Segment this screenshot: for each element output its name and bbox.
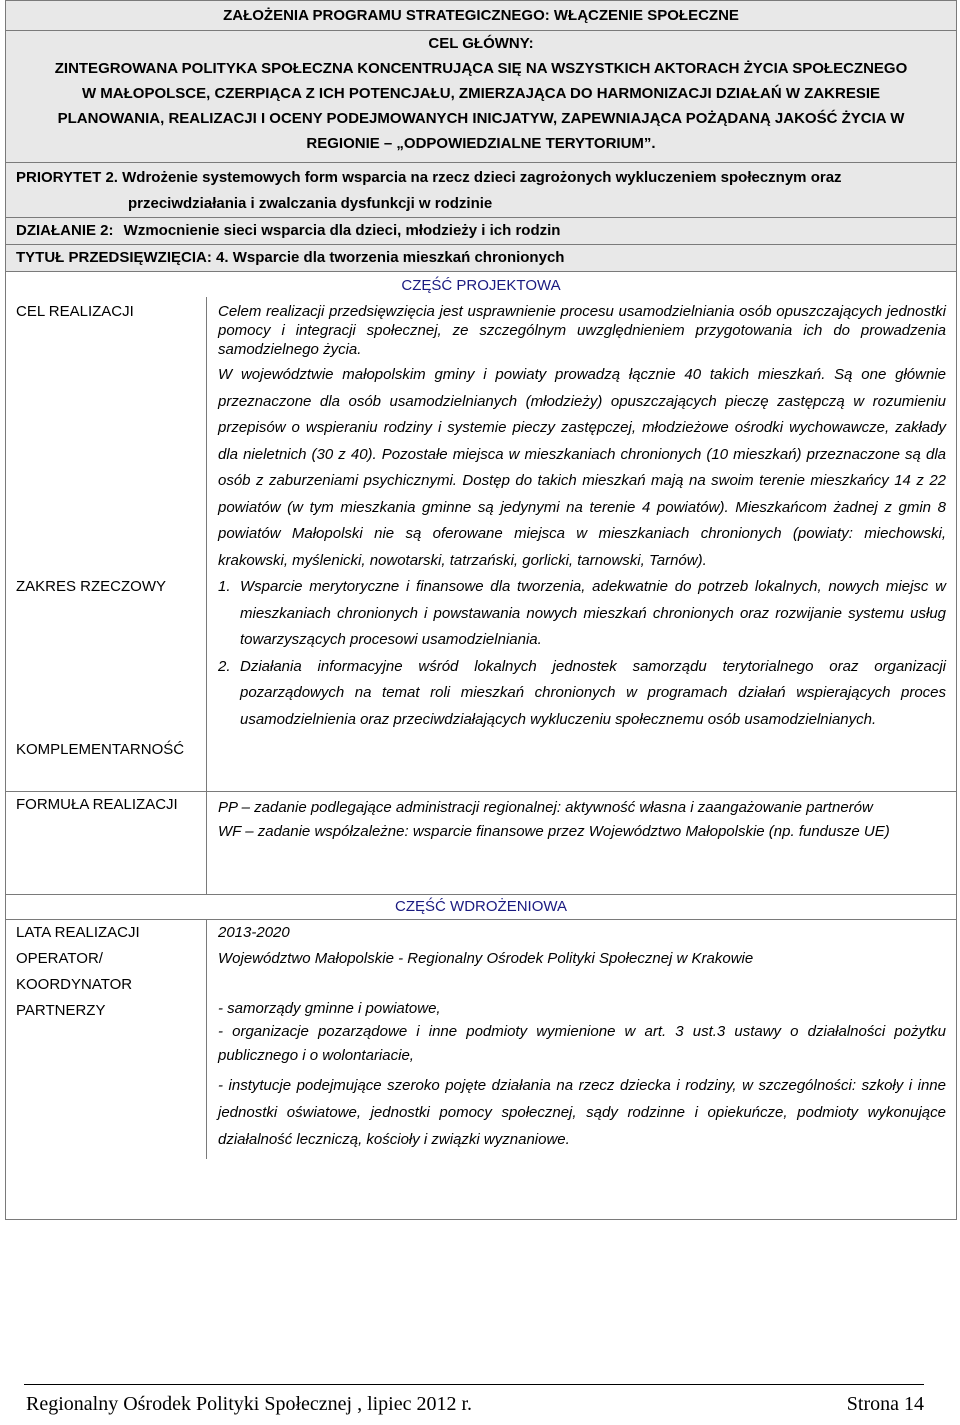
strategy-sheet — [5, 0, 957, 1220]
formula-row — [6, 792, 956, 895]
partners-row — [6, 998, 956, 1159]
scope-value — [206, 574, 956, 733]
priority-text: Wdrożenie systemowych form wsparcia na rzecz dzieci zagrożonych wykluczeniem społecznym oraz — [122, 169, 842, 186]
operator-label-line: OPERATOR/ — [16, 950, 103, 967]
main-goal-box — [6, 31, 956, 162]
main-goal-line: ZINTEGROWANA POLITYKA SPOŁECZNA KONCENTRUJĄCA SIĘ NA WSZYSTKICH AKTORACH ŻYCIA SPOŁECZNEGO — [54, 60, 908, 77]
footer-organization: Regionalny Ośrodek Polityki Społecznej , lipiec 2012 r. — [26, 1393, 473, 1415]
main-goal-line: PLANOWANIA, REALIZACJI I OCENY PODEJMOWANYCH INICJATYW, ZAPEWNIAJĄCA POŻĄDANĄ JAKOŚĆ ŻYCIA W — [57, 110, 905, 127]
footer-page-number: Strona 14 — [846, 1393, 924, 1415]
main-goal-line: W MAŁOPOLSCE, CZERPIĄCA Z ICH POTENCJAŁU, ZMIERZAJĄCA DO HARMONIZACJI DZIAŁAŃ W ZAKRESIE — [81, 85, 881, 102]
project-title-band — [6, 245, 956, 272]
program-header — [6, 1, 956, 163]
goal-label: CEL REALIZACJI — [16, 303, 134, 320]
scope-row — [6, 574, 956, 733]
goal-paragraph-2: W województwie małopolskim gminy i powiaty prowadzą łącznie 40 takich mieszkań. Są one głównie przeznaczone dla osób usamodzielnianych (młodzieży) opuszczających pieczę zastępczą w rozumieniu przepisów o wspieraniu rodziny i systemie pieczy zastępczej, młodzieżowe ośrodki wychowawcze, zakłady dla nieletnich (30 z 40). Pozostałe miejsca w mieszkaniach chronionych (10 mieszkań) przeznaczone są dla osób z zaburzeniami psychicznymi. Dostęp do takich mieszkań mają na swoim terenie mieszkańcy 14 z 22 powiatów (w tym mieszkania gminne są jedynymi na terenie 4 powiatów). Mieszkańcom żadnej z gmin 8 powiatów Małopolski nie są oferowane miejsca w mieszkaniach chronionych (powiaty: miechowski, krakowski, myślenicki, nowotarski, tatrzański, gorlicki, tarnowski, Tarnów). — [218, 366, 946, 569]
goal-value — [206, 297, 956, 574]
scope-label: ZAKRES RZECZOWY — [16, 578, 167, 595]
project-title-label: TYTUŁ PRZEDSIĘWZIĘCIA: 4. — [16, 249, 229, 266]
goal-row — [6, 297, 956, 574]
scope-item-number: 2. — [218, 657, 231, 675]
formula-value — [206, 792, 956, 894]
action-text: Wzmocnienie sieci wsparcia dla dzieci, młodzieży i ich rodzin — [123, 222, 561, 239]
scope-list — [218, 574, 946, 733]
implementation-section-title: CZĘŚĆ WDROŻENIOWA — [395, 898, 567, 915]
program-title: ZAŁOŻENIA PROGRAMU STRATEGICZNEGO: WŁĄCZENIE SPOŁECZNE — [6, 1, 956, 31]
main-goal-line: REGIONIE – „ODPOWIEDZIALNE TERYTORIUM”. — [306, 135, 656, 152]
action-band — [6, 218, 956, 245]
operator-label — [6, 946, 206, 998]
operator-value: Województwo Małopolskie - Regionalny Ośrodek Polityki Społecznej w Krakowie — [206, 946, 956, 998]
project-section-title: CZĘŚĆ PROJEKTOWA — [401, 277, 561, 294]
operator-row — [6, 946, 956, 998]
complementarity-row — [6, 733, 956, 792]
scope-item-number: 1. — [218, 578, 231, 595]
years-row — [6, 919, 956, 946]
main-goal-title: CEL GŁÓWNY: — [428, 35, 534, 52]
formula-wf: WF – zadanie współzależne: wsparcie finansowe przez Województwo Małopolskie (np. fundusze UE) — [218, 823, 890, 840]
partners-label: PARTNERZY — [16, 1002, 106, 1019]
complementarity-label: KOMPLEMENTARNOŚĆ — [16, 741, 185, 758]
scope-item-text: Działania informacyjne wśród lokalnych jednostek samorządu terytorialnego oraz organizacji pozarządowych na temat roli mieszkań chronionych w programach działań wspierających proces usamodzielnienia oraz przeciwdziałających wykluczeniu społecznemu osób usamodzielnianych. — [240, 657, 946, 728]
priority-band — [6, 163, 956, 218]
partner-item: - instytucje podejmujące szeroko pojęte działania na rzecz dziecka i rodziny, w szczególności: szkoły i inne jednostki oświatowe, jednostki pomocy społecznej, sądy rodzinne i opiekuńcze, podmioty wykonujące działalność leczniczą, kościoły i związki wyznaniowe. — [218, 1077, 946, 1148]
priority-text-cont: przeciwdziałania i zwalczania dysfunkcji w rodzinie — [128, 195, 493, 212]
goal-paragraph-1: Celem realizacji przedsięwzięcia jest usprawnienie procesu usamodzielniania osób opuszczających jednostki pomocy i integracji społecznej, ze szczególnym uwzględnieniem przygotowania ich do prowadzenia samodzielnego życia. — [218, 303, 946, 358]
scope-item-text: Wsparcie merytoryczne i finansowe dla tworzenia, adekwatnie do potrzeb lokalnych, nowych miejsc w mieszkaniach chronionych i powstawania nowych mieszkań chronionych oraz rozwijanie systemu usług towarzyszących procesowi usamodzielniania. — [240, 578, 946, 648]
scope-item — [218, 654, 946, 734]
partner-item: - samorządy gminne i powiatowe, — [218, 1000, 441, 1017]
formula-label: FORMUŁA REALIZACJI — [16, 796, 178, 813]
page-footer — [24, 1384, 924, 1425]
project-title-text: Wsparcie dla tworzenia mieszkań chronionych — [232, 249, 565, 266]
partner-item: - organizacje pozarządowe i inne podmioty wymienione w art. 3 ust.3 ustawy o działalności pożytku publicznego i o wolontariacie, — [218, 1023, 946, 1064]
operator-label-line: KOORDYNATOR — [16, 976, 133, 993]
action-label: DZIAŁANIE 2: — [16, 222, 114, 239]
complementarity-value — [206, 733, 956, 791]
formula-pp: PP – zadanie podlegające administracji regionalnej: aktywność własna i zaangażowanie partnerów — [218, 799, 873, 816]
partners-value — [206, 998, 956, 1159]
priority-label: PRIORYTET 2. — [16, 169, 118, 186]
scope-item — [218, 574, 946, 654]
years-label: LATA REALIZACJI — [16, 924, 140, 941]
years-value: 2013-2020 — [206, 920, 956, 946]
